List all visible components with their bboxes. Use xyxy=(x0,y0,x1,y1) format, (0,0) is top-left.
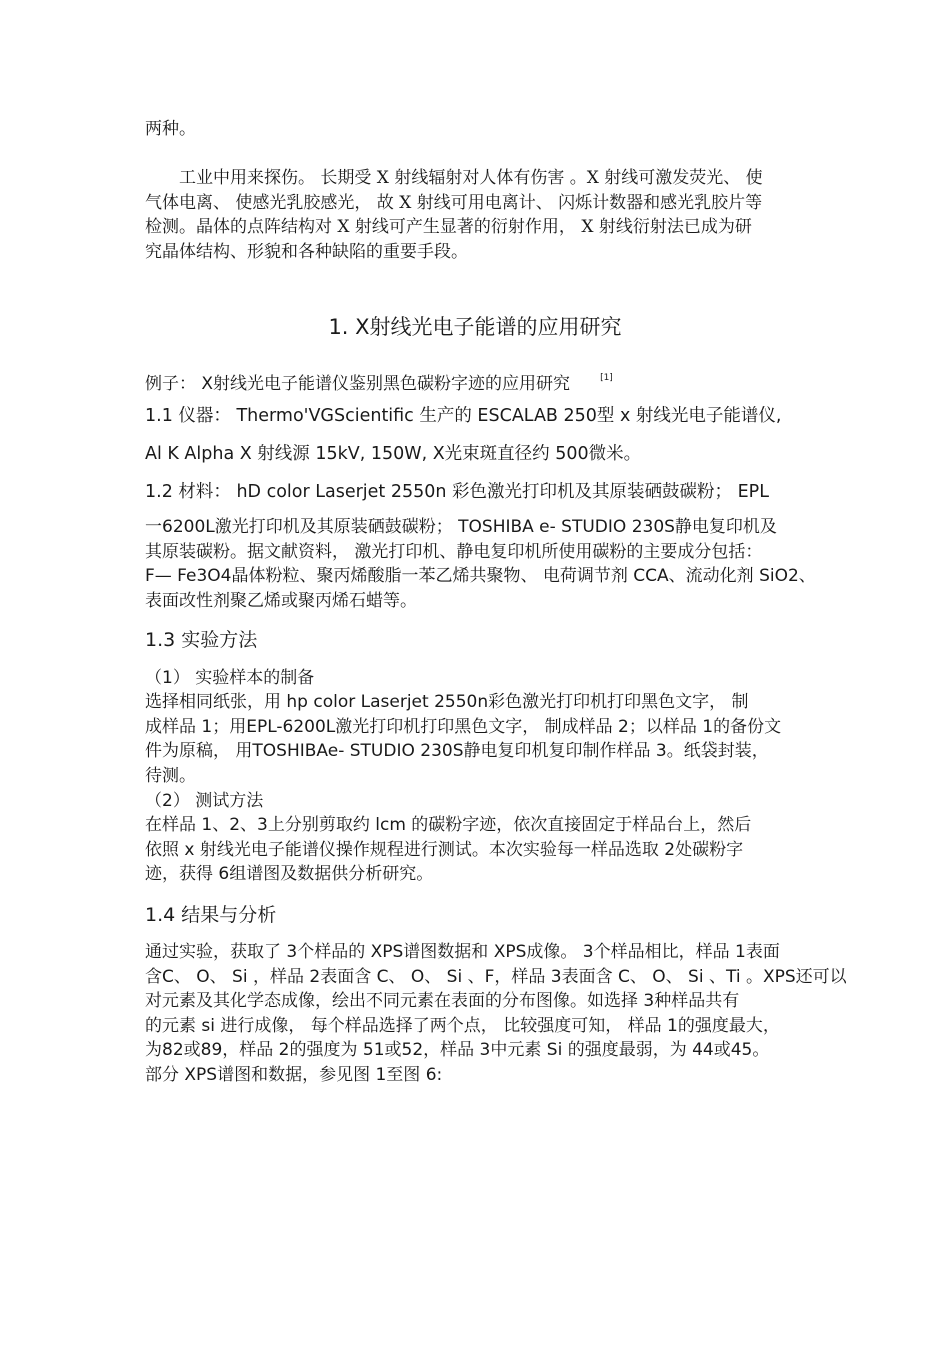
intro-tail: 两种。 xyxy=(145,119,196,139)
text-line: 含C、 O、 Si ，样品 2表面含 C、 O、 Si 、F，样品 3表面含 C、 O、 Si 、Ti 。XPS还可以 xyxy=(145,966,847,987)
text-line: 其原装碳粉。据文献资料， 激光打印机、静电复印机所使用碳粉的主要成分包括： xyxy=(145,541,763,562)
paragraph-xray-uses xyxy=(145,166,810,264)
text-line: F— Fe3O4晶体粉粒、聚丙烯酸脂一苯乙烯共聚物、 电荷调节剂 CCA、流动化剂 SiO2、 xyxy=(145,566,816,586)
section-1-3-heading: 1.3 实验方法 xyxy=(145,629,258,651)
section-1-4-heading: 1.4 结果与分析 xyxy=(145,904,277,926)
text-line: 检测。晶体的点阵结构对 X 射线可产生显著的衍射作用， X 射线衍射法已成为研 xyxy=(145,217,752,237)
subsection-test-method: （2） 测试方法 xyxy=(145,791,264,811)
text-line: 迹，获得 6组谱图及数据供分析研究。 xyxy=(145,864,434,884)
text-line: 表面改性剂聚乙烯或聚丙烯石蜡等。 xyxy=(145,590,417,611)
example-line xyxy=(145,366,810,397)
results-body xyxy=(145,940,847,1087)
text-line: 在样品 1、2、3上分别剪取约 lcm 的碳粉字迹，依次直接固定于样品台上，然后 xyxy=(145,815,752,835)
text-line: 件为原稿， 用TOSHIBAe- STUDIO 230S静电复印机复印制作样品 3。纸袋封装， xyxy=(145,741,769,761)
section-1-1-line2: Al K Alpha X 射线源 15kV, 150W, X光束斑直径约 500微米。 xyxy=(145,444,642,464)
section-1-2-line1: 1.2 材料： hD color Laserjet 2550n 彩色激光打印机及其原装硒鼓碳粉； EPL xyxy=(145,482,769,502)
section-1-2-body xyxy=(145,515,816,613)
text-line: 工业中用来探伤。 长期受 X 射线辐射对人体有伤害 。X 射线可激发荧光、 使 xyxy=(179,168,763,188)
test-method-body xyxy=(145,813,810,887)
text-line: 一6200L激光打印机及其原装硒鼓碳粉； TOSHIBA e- STUDIO 230S静电复印机及 xyxy=(145,517,777,537)
reference-marker: [1] xyxy=(600,373,613,383)
text-line: 的元素 si 进行成像， 每个样品选择了两个点， 比较强度可知， 样品 1的强度最大， xyxy=(145,1015,780,1036)
section-1-1-line1: 1.1 仪器： Thermo'VGScientific 生产的 ESCALAB 250型 x 射线光电子能谱仪, xyxy=(145,406,782,426)
subsection-sample-prep: （1） 实验样本的制备 xyxy=(145,668,315,688)
section-title: 1. X射线光电子能谱的应用研究 xyxy=(328,315,622,339)
text-line: 对元素及其化学态成像，绘出不同元素在表面的分布图像。如选择 3种样品共有 xyxy=(145,991,740,1011)
text-line: 气体电离、 使感光乳胶感光， 故 X 射线可用电离计、 闪烁计数器和感光乳胶片等 xyxy=(145,192,763,213)
text-line: 待测。 xyxy=(145,765,196,786)
sample-prep-body xyxy=(145,690,810,788)
text-line: 究晶体结构、形貌和各种缺陷的重要手段。 xyxy=(145,241,468,262)
example-text: 例子： X射线光电子能谱仪鉴别黑色碳粉字迹的应用研究 xyxy=(145,374,571,394)
text-line: 依照 x 射线光电子能谱仪操作规程进行测试。本次实验每一样品选取 2处碳粉字 xyxy=(145,839,744,860)
text-line: 选择相同纸张，用 hp color Laserjet 2550n彩色激光打印机打印黑色文字， 制 xyxy=(145,692,749,712)
text-line: 为82或89，样品 2的强度为 51或52，样品 3中元素 Si 的强度最弱，为 44或45。 xyxy=(145,1040,770,1060)
text-line: 成样品 1；用EPL-6200L激光打印机打印黑色文字， 制成样品 2；以样品 1的备份文 xyxy=(145,716,782,737)
text-line: 部分 XPS谱图和数据，参见图 1至图 6: xyxy=(145,1064,443,1085)
text-line: 通过实验，获取了 3个样品的 XPS谱图数据和 XPS成像。 3个样品相比，样品 1表面 xyxy=(145,942,780,962)
